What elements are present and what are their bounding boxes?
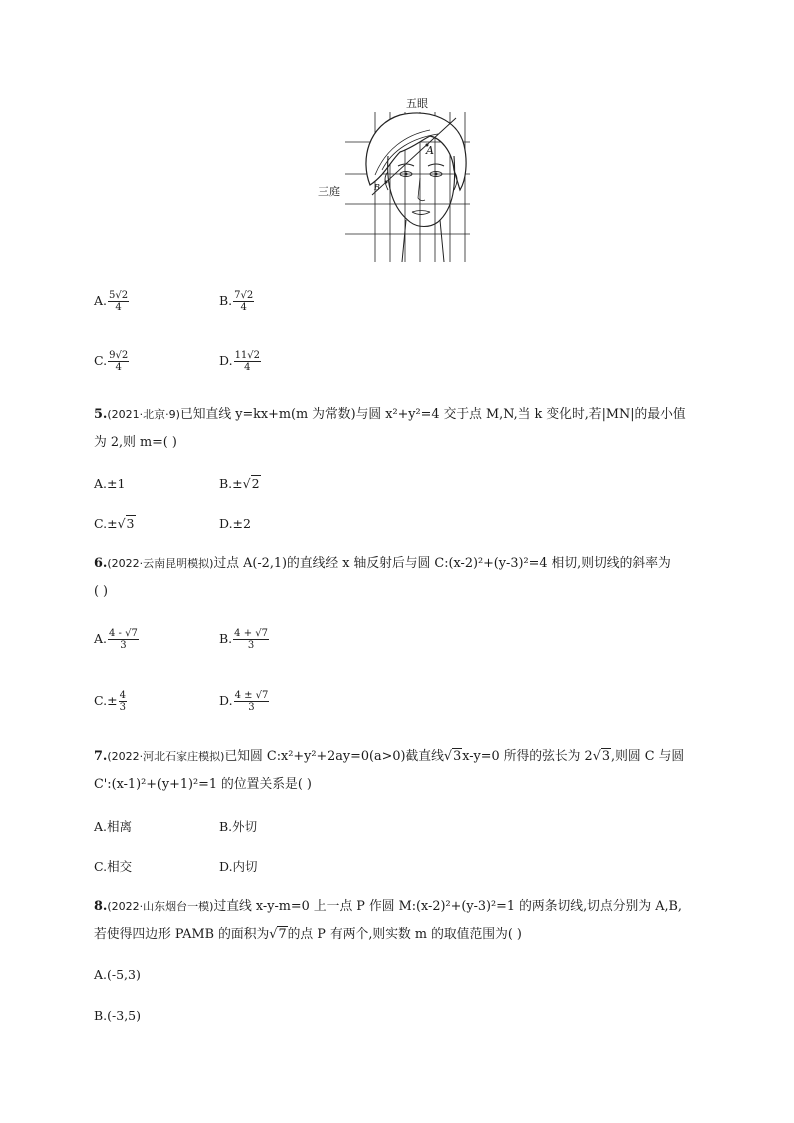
q7-option-b[interactable]: B.外切 [219,819,258,834]
q5-option-b[interactable]: B.±√2 [219,476,260,491]
face-proportion-figure [318,90,480,270]
question-6 [94,550,710,606]
q4-option-b[interactable]: B. $\frac{7√2}{4}$ [219,290,254,313]
figure-point-a: A [426,144,434,157]
question-7 [94,743,710,799]
figure-point-b: B [374,183,380,192]
figure-left-label: 三庭 [318,185,340,198]
q4-option-d[interactable]: D. $\frac{11√2}{4}$ [219,350,261,373]
q6-option-a[interactable]: A. $\frac{4 - √7}{3}$ [94,628,138,651]
q6-option-d[interactable]: D. $\frac{4 \pm √7}{3}$ [219,690,269,713]
q5-option-a[interactable]: A.±1 [94,476,126,491]
q6-stem-line-1: 6.(2022·云南昆明模拟)过点 A(-2,1)的直线经 x 轴反射后与圆 C:(x-2)²+(y-3)²=4 相切,则切线的斜率为 [94,556,671,571]
figure-top-label: 五眼 [406,97,428,110]
face-outline [388,156,455,227]
q5-option-c[interactable]: C.±√3 [94,516,135,531]
question-8 [94,893,710,949]
fraction: $\frac{5√2}{4}$ [109,290,129,313]
face-diagram-svg [330,90,480,270]
q7-stem-line-1: 7.(2022·河北石家庄模拟)已知圆 C:x²+y²+2ay=0(a>0)截直线√3x-y=0 所得的弦长为 2√3,则圆 C 与圆 [94,749,685,764]
q8-stem-line-1: 8.(2022·山东烟台一模)过直线 x-y-m=0 上一点 P 作圆 M:(x-2)²+(y-3)²=1 的两条切线,切点分别为 A,B, [94,899,682,914]
q8-stem-line-2: 若使得四边形 PAMB 的面积为√7的点 P 有两个,则实数 m 的取值范围为( ) [94,927,522,942]
fraction: $\frac{11√2}{4}$ [234,350,261,373]
q7-option-d[interactable]: D.内切 [219,859,258,874]
q7-stem-line-2: C':(x-1)²+(y+1)²=1 的位置关系是( ) [94,777,312,792]
fraction: $\frac{7√2}{4}$ [234,290,254,313]
q5-option-d[interactable]: D.±2 [219,516,251,531]
hair-outline [366,113,466,190]
q6-option-c[interactable]: C.± $\frac{4}{3}$ [94,690,126,713]
q8-option-b[interactable]: B.(-3,5) [94,1008,142,1023]
fraction: $\frac{9√2}{4}$ [109,350,129,373]
q4-option-a[interactable]: A. $\frac{5√2}{4}$ [94,290,129,313]
q6-stem-line-2: ( ) [94,584,109,599]
q6-option-b[interactable]: B. $\frac{4 + √7}{3}$ [219,628,269,651]
q5-stem-line-1: 5.(2021·北京·9)已知直线 y=kx+m(m 为常数)与圆 x²+y²=4 交于点 M,N,当 k 变化时,若|MN|的最小值 [94,407,686,422]
question-5 [94,401,710,457]
q4-option-c[interactable]: C. $\frac{9√2}{4}$ [94,350,129,373]
q8-option-a[interactable]: A.(-5,3) [94,967,141,982]
q5-stem-line-2: 为 2,则 m=( ) [94,435,177,450]
q7-option-c[interactable]: C.相交 [94,859,133,874]
q7-option-a[interactable]: A.相离 [94,819,133,834]
